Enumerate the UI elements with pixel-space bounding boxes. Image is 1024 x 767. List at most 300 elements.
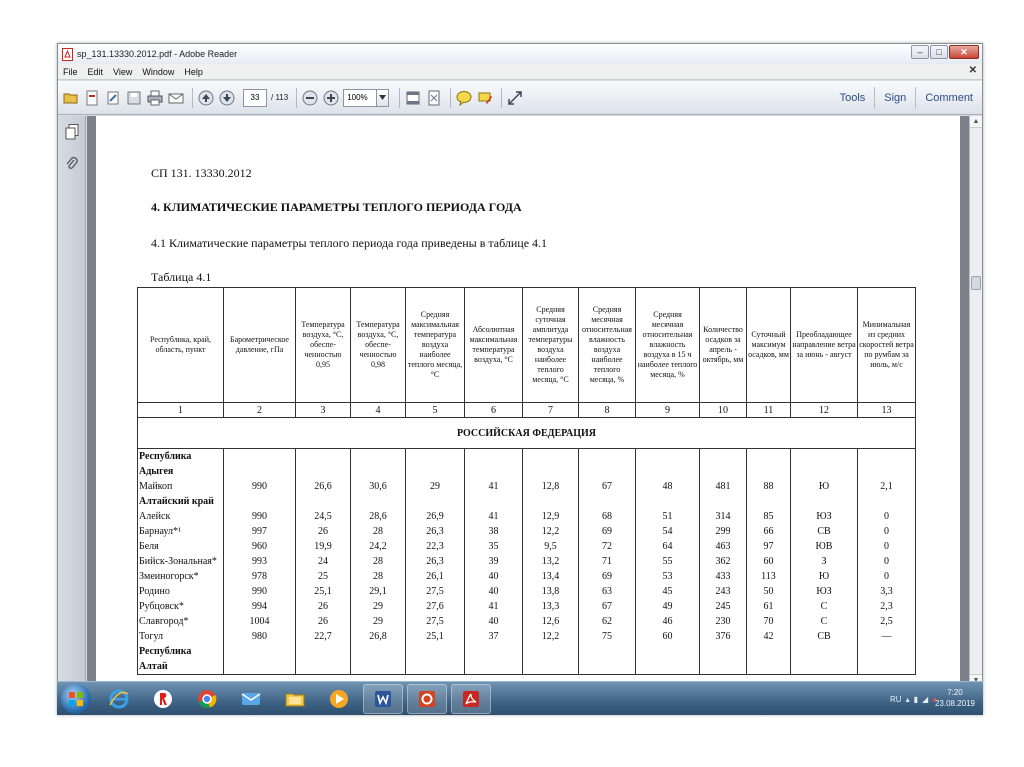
table-cell-value <box>225 659 294 674</box>
table-body-row <box>138 449 916 675</box>
page-number-input[interactable]: 33 <box>243 89 267 107</box>
table-cell-value <box>748 449 789 464</box>
station-name: Рубцовск* <box>139 601 184 612</box>
table-cell-value: 24 <box>318 556 328 567</box>
menu-window[interactable]: Window <box>142 66 175 77</box>
table-cell-value: ЮВ <box>815 541 833 552</box>
table-cell-value: 314 <box>715 511 731 522</box>
value-column <box>406 449 465 675</box>
zoom-in-icon[interactable] <box>322 89 340 107</box>
table-cell-value: 2,3 <box>880 601 893 612</box>
pdf-page <box>96 116 960 686</box>
table-cell-value: 12,6 <box>541 616 560 627</box>
table-cell-value: 12,9 <box>541 511 560 522</box>
table-cell-value <box>859 644 914 659</box>
table-cell-value: 13,2 <box>541 556 560 567</box>
station-name: Беля <box>139 541 159 552</box>
table-cell-value <box>407 494 463 509</box>
table-header-cell: Республика, край, область, пункт <box>138 288 224 403</box>
network-icon[interactable]: ▮ <box>913 694 918 704</box>
toolbar-separator <box>296 88 297 108</box>
station-name: Алейск <box>139 511 171 522</box>
close-button[interactable]: ✕ <box>949 45 979 59</box>
table-cell-value <box>297 449 349 464</box>
table-cell-value: 993 <box>252 556 267 567</box>
column-number: 11 <box>747 403 791 418</box>
column-number: 9 <box>636 403 700 418</box>
region-name: Алтайский край <box>139 496 214 507</box>
table-cell-value: 26,8 <box>369 631 387 642</box>
station-name: Змеиногорск* <box>139 571 199 582</box>
table-cell-value: 26,6 <box>314 481 332 492</box>
region-name: Республика <box>139 451 192 462</box>
language-indicator[interactable]: RU <box>890 694 902 704</box>
table-cell-value: 64 <box>662 541 673 552</box>
table-cell-value: 24,2 <box>369 541 387 552</box>
antivirus-icon[interactable]: ● <box>932 694 937 704</box>
zoom-out-icon[interactable] <box>301 89 319 107</box>
table-cell-value <box>637 449 698 464</box>
table-cell-value <box>352 449 404 464</box>
print-icon[interactable] <box>146 89 164 107</box>
toolbar-separator <box>192 88 193 108</box>
table-cell-value: 27,5 <box>426 616 444 627</box>
value-column <box>351 449 406 675</box>
table-cell-value <box>524 494 577 509</box>
table-cell-value <box>748 464 789 479</box>
table-cell-value <box>637 659 698 674</box>
table-cell-value: 35 <box>488 541 499 552</box>
column-number: 5 <box>406 403 465 418</box>
clock-date: 23.08.2019 <box>934 699 975 708</box>
menu-bar <box>58 64 982 80</box>
page-thumbnails-icon[interactable] <box>65 124 79 140</box>
value-column <box>747 449 791 675</box>
table-cell-value: 27,6 <box>426 601 444 612</box>
adobe-reader-window <box>57 43 983 715</box>
table-cell-value: 67 <box>602 481 612 492</box>
table-cell-value <box>580 644 634 659</box>
table-cell-value: 481 <box>715 481 731 492</box>
table-cell-value: 22,3 <box>426 541 444 552</box>
table-cell-value <box>352 464 404 479</box>
minimize-button[interactable]: – <box>911 45 929 59</box>
table-cell-value <box>524 644 577 659</box>
table-cell-value: 48 <box>662 481 673 492</box>
table-cell-value: 68 <box>602 511 612 522</box>
table-cell-value: 75 <box>602 631 612 642</box>
table-cell-value <box>637 464 698 479</box>
clock-time: 7:20 <box>947 688 963 697</box>
table-cell-value <box>407 659 463 674</box>
section-row <box>138 418 916 449</box>
table-cell-value <box>792 659 856 674</box>
table-cell-value <box>225 494 294 509</box>
scroll-thumb[interactable] <box>971 276 981 290</box>
comment-button[interactable]: Comment <box>915 87 982 109</box>
page-total: / 113 <box>271 93 289 102</box>
table-cell-value: 13,8 <box>541 586 560 597</box>
next-page-icon[interactable] <box>218 89 236 107</box>
highlight-icon[interactable] <box>476 89 494 107</box>
region-name: Адыгея <box>139 466 174 477</box>
title-bar[interactable] <box>58 44 982 64</box>
table-cell-value: 25,1 <box>314 586 332 597</box>
column-number: 10 <box>700 403 747 418</box>
table-header-cell: Средняя суточная амплитуда температуры воздуха наиболее теплого месяца, °С <box>523 288 579 403</box>
file-explorer-icon[interactable] <box>275 684 315 714</box>
table-cell-value: 13,3 <box>541 601 560 612</box>
edit-icon[interactable] <box>104 89 122 107</box>
table-cell-value: ЮЗ <box>816 586 832 597</box>
table-cell-value: 26,3 <box>426 556 444 567</box>
table-cell-value: 26 <box>318 601 328 612</box>
table-cell-value: 29 <box>373 601 383 612</box>
column-number: 2 <box>224 403 296 418</box>
toolbar <box>58 81 982 115</box>
table-cell-value <box>225 644 294 659</box>
table-cell-value: 41 <box>488 511 499 522</box>
table-cell-value: 60 <box>763 556 774 567</box>
table-cell-value: 24,5 <box>314 511 332 522</box>
table-cell-value <box>225 464 294 479</box>
table-cell-value: 40 <box>488 586 499 597</box>
toolbar-separator <box>450 88 451 108</box>
sticky-note-icon[interactable] <box>455 89 473 107</box>
value-column <box>465 449 523 675</box>
table-cell-value <box>580 449 634 464</box>
table-cell-value <box>792 449 856 464</box>
value-column <box>224 449 296 675</box>
table-cell-value <box>859 464 914 479</box>
table-cell-value <box>524 449 577 464</box>
column-number: 6 <box>465 403 523 418</box>
menu-help[interactable]: Help <box>184 66 203 77</box>
table-cell-value: 994 <box>252 601 267 612</box>
table-cell-value: 66 <box>763 526 774 537</box>
table-cell-value <box>352 659 404 674</box>
media-player-icon[interactable] <box>319 684 359 714</box>
table-cell-value <box>859 494 914 509</box>
table-cell-value: 12,2 <box>541 526 560 537</box>
table-cell-value <box>297 644 349 659</box>
column-number: 1 <box>138 403 224 418</box>
table-cell-value: 299 <box>715 526 731 537</box>
section-heading: 4. КЛИМАТИЧЕСКИЕ ПАРАМЕТРЫ ТЕПЛОГО ПЕРИОДА ГОДА <box>151 200 522 214</box>
table-cell-value: ЮЗ <box>816 511 832 522</box>
previous-page-icon[interactable] <box>197 89 215 107</box>
table-cell-value: 53 <box>662 571 673 582</box>
email-icon[interactable] <box>167 89 185 107</box>
table-cell-value: 990 <box>252 586 267 597</box>
climate-table <box>137 287 916 675</box>
fit-width-icon[interactable] <box>404 89 422 107</box>
table-cell-value: 41 <box>488 601 499 612</box>
fit-page-icon[interactable] <box>425 89 443 107</box>
yandex-browser-icon[interactable] <box>143 684 183 714</box>
table-caption: Таблица 4.1 <box>151 270 212 284</box>
table-cell-value: 61 <box>763 601 774 612</box>
table-cell-value <box>297 494 349 509</box>
table-cell-value: 990 <box>252 511 267 522</box>
table-header-row <box>138 288 916 403</box>
volume-icon[interactable]: ◢ <box>922 694 929 704</box>
table-cell-value <box>701 449 745 464</box>
document-code: СП 131. 13330.2012 <box>151 166 252 180</box>
table-cell-value <box>792 464 856 479</box>
table-cell-value: 25 <box>318 571 328 582</box>
table-cell-value <box>524 464 577 479</box>
table-cell-value: 990 <box>252 481 267 492</box>
table-cell-value: 997 <box>252 526 267 537</box>
value-column <box>791 449 858 675</box>
tray-arrow-icon[interactable]: ▴ <box>905 694 910 704</box>
table-cell-value <box>466 644 521 659</box>
table-cell-value: 2,1 <box>880 481 893 492</box>
table-cell-value: 41 <box>488 481 499 492</box>
column-number: 8 <box>579 403 636 418</box>
table-cell-value <box>637 644 698 659</box>
table-cell-value: 0 <box>884 571 889 582</box>
window-title: sp_131.13330.2012.pdf - Adobe Reader <box>77 49 238 59</box>
table-cell-value: 13,4 <box>541 571 560 582</box>
table-cell-value: 26 <box>318 616 328 627</box>
word-icon[interactable] <box>363 684 403 714</box>
section-title: РОССИЙСКАЯ ФЕДЕРАЦИЯ <box>138 418 916 449</box>
table-cell-value: СВ <box>817 526 831 537</box>
table-cell-value <box>748 659 789 674</box>
table-cell-value: 230 <box>715 616 731 627</box>
create-pdf-icon[interactable] <box>83 89 101 107</box>
table-cell-value: 51 <box>662 511 673 522</box>
table-cell-value: — <box>881 631 892 642</box>
table-cell-value: 29 <box>430 481 440 492</box>
table-cell-value: 30,6 <box>369 481 387 492</box>
table-cell-value: 980 <box>252 631 267 642</box>
table-header-cell: Средняя месячная относительная влажность воздуха в 15 ч наиболее теплого месяца, % <box>636 288 700 403</box>
table-cell-value: 28 <box>373 571 383 582</box>
station-name: Тогул <box>139 631 164 642</box>
table-cell-value <box>792 494 856 509</box>
table-cell-value: 54 <box>662 526 673 537</box>
zoom-dropdown-icon[interactable] <box>377 89 389 107</box>
table-cell-value <box>225 449 294 464</box>
table-cell-value <box>466 659 521 674</box>
table-cell-value: 22,7 <box>314 631 332 642</box>
open-file-icon[interactable] <box>62 89 80 107</box>
table-cell-value <box>701 659 745 674</box>
table-cell-value <box>580 659 634 674</box>
windows-logo-icon <box>68 691 84 707</box>
table-cell-value: 60 <box>662 631 673 642</box>
internet-explorer-icon[interactable] <box>99 684 139 714</box>
table-cell-value <box>792 644 856 659</box>
table-cell-value <box>580 494 634 509</box>
column-number: 4 <box>351 403 406 418</box>
table-cell-value: 62 <box>602 616 612 627</box>
table-cell-value: 55 <box>662 556 673 567</box>
table-cell-value: 243 <box>715 586 731 597</box>
table-cell-value <box>637 494 698 509</box>
table-header-cell: Преобладающее направление ветра за июнь - август <box>791 288 858 403</box>
table-cell-value: 49 <box>662 601 673 612</box>
region-name: Республика <box>139 646 192 657</box>
table-cell-value: 40 <box>488 571 499 582</box>
table-cell-value: 26,1 <box>426 571 444 582</box>
table-cell-value <box>859 659 914 674</box>
table-cell-value <box>407 449 463 464</box>
table-cell-value: 88 <box>763 481 774 492</box>
table-cell-value <box>297 464 349 479</box>
table-header-cell: Суточный максимум осадков, мм <box>747 288 791 403</box>
mail-icon[interactable] <box>231 684 271 714</box>
table-cell-value: 26,3 <box>426 526 444 537</box>
table-cell-value <box>701 464 745 479</box>
table-cell-value: 37 <box>488 631 499 642</box>
station-name: Славгород* <box>139 616 189 627</box>
station-name: Барнаул*¹ <box>139 526 182 537</box>
section-paragraph: 4.1 Климатические параметры теплого периода года приведены в таблице 4.1 <box>151 236 548 250</box>
table-cell-value: 26,9 <box>426 511 444 522</box>
adobe-reader-taskbar-icon[interactable] <box>451 684 491 714</box>
table-cell-value: 67 <box>602 601 612 612</box>
powerpoint-icon[interactable] <box>407 684 447 714</box>
table-cell-value: 70 <box>763 616 774 627</box>
table-cell-value: Ю <box>818 481 830 492</box>
table-cell-value <box>466 464 521 479</box>
table-cell-value <box>466 449 521 464</box>
table-cell-value: 29,1 <box>369 586 387 597</box>
table-cell-value: 28 <box>373 556 383 567</box>
table-header-cell: Температура воздуха, °С, обеспе-ченностью 0,98 <box>351 288 406 403</box>
table-header-cell: Барометрическое давление, гПа <box>224 288 296 403</box>
toolbar-separator <box>399 88 400 108</box>
table-cell-value: 26 <box>318 526 328 537</box>
sign-button[interactable]: Sign <box>874 87 915 109</box>
table-cell-value: 97 <box>763 541 774 552</box>
table-cell-value: 69 <box>602 526 612 537</box>
pdf-file-icon <box>62 48 73 61</box>
region-name: Алтай <box>139 661 168 672</box>
table-cell-value <box>524 659 577 674</box>
table-cell-value: 45 <box>662 586 673 597</box>
column-number-row <box>138 403 916 418</box>
close-document-icon[interactable]: ✕ <box>968 65 977 76</box>
windows-taskbar <box>57 681 983 715</box>
table-header-cell: Средняя максимальная температура воздуха наиболее теплого месяца, °С <box>406 288 465 403</box>
table-cell-value <box>352 644 404 659</box>
table-cell-value: 0 <box>884 511 889 522</box>
table-cell-value: 27,5 <box>426 586 444 597</box>
table-cell-value: 42 <box>763 631 774 642</box>
table-cell-value: 69 <box>602 571 612 582</box>
column-number: 13 <box>858 403 916 418</box>
table-cell-value <box>466 494 521 509</box>
table-cell-value <box>701 494 745 509</box>
table-cell-value: 0 <box>884 526 889 537</box>
value-column <box>636 449 700 675</box>
table-cell-value: 1004 <box>249 616 270 627</box>
expand-icon[interactable] <box>506 89 524 107</box>
menu-view[interactable]: View <box>113 66 133 77</box>
table-cell-value <box>580 464 634 479</box>
table-cell-value: 63 <box>602 586 612 597</box>
zoom-level-input[interactable]: 100% <box>343 89 377 107</box>
table-header-cell: Температура воздуха, °С, обеспе-ченностью 0,95 <box>296 288 351 403</box>
document-view[interactable] <box>87 116 970 686</box>
table-cell-value: С <box>820 616 828 627</box>
taskbar-clock[interactable] <box>935 687 975 709</box>
value-column <box>700 449 747 675</box>
chrome-icon[interactable] <box>187 684 227 714</box>
table-cell-value: 12,8 <box>541 481 560 492</box>
table-cell-value: 71 <box>602 556 612 567</box>
table-header-cell: Количество осадков за апрель - октябрь, мм <box>700 288 747 403</box>
table-cell-value: 72 <box>602 541 612 552</box>
table-cell-value <box>407 464 463 479</box>
station-name: Майкоп <box>139 481 173 492</box>
table-cell-value: 28,6 <box>369 511 387 522</box>
table-cell-value <box>748 494 789 509</box>
table-cell-value <box>352 494 404 509</box>
table-cell-value: 0 <box>884 556 889 567</box>
table-cell-value: 40 <box>488 616 499 627</box>
attachments-icon[interactable] <box>65 156 79 172</box>
save-icon[interactable] <box>125 89 143 107</box>
table-cell-value: СВ <box>817 631 831 642</box>
table-cell-value: 9,5 <box>544 541 557 552</box>
scroll-up-icon[interactable]: ▲ <box>970 116 982 128</box>
table-cell-value: 978 <box>252 571 267 582</box>
station-name: Родино <box>139 586 170 597</box>
tools-button[interactable]: Tools <box>839 92 866 104</box>
value-column <box>296 449 351 675</box>
station-name-column <box>138 449 224 675</box>
vertical-scrollbar[interactable] <box>969 116 982 686</box>
table-cell-value: Ю <box>818 571 830 582</box>
table-cell-value: 12,2 <box>541 631 560 642</box>
table-cell-value: 113 <box>761 571 776 582</box>
table-cell-value <box>407 644 463 659</box>
table-header-cell: Средняя месячная относительная влажность воздуха наиболее теплого месяца, % <box>579 288 636 403</box>
start-button[interactable] <box>61 684 91 714</box>
value-column <box>523 449 579 675</box>
column-number: 7 <box>523 403 579 418</box>
system-tray <box>890 682 937 716</box>
table-cell-value: 50 <box>763 586 774 597</box>
menu-edit[interactable]: Edit <box>87 66 104 77</box>
table-cell-value: 46 <box>662 616 673 627</box>
table-cell-value: 960 <box>252 541 267 552</box>
table-header-cell: Абсолютная максимальная температура воздуха, °С <box>465 288 523 403</box>
station-name: Бийск-Зональная* <box>139 556 217 567</box>
column-number: 12 <box>791 403 858 418</box>
table-cell-value <box>297 659 349 674</box>
table-cell-value: 362 <box>715 556 731 567</box>
table-cell-value: 245 <box>715 601 731 612</box>
value-column <box>579 449 636 675</box>
table-cell-value: 85 <box>763 511 774 522</box>
menu-file[interactable]: File <box>63 66 78 77</box>
table-cell-value: 19,9 <box>314 541 332 552</box>
table-cell-value: С <box>820 601 828 612</box>
table-cell-value: 2,5 <box>880 616 893 627</box>
table-cell-value: 29 <box>373 616 383 627</box>
table-cell-value: 25,1 <box>426 631 444 642</box>
maximize-button[interactable]: □ <box>930 45 948 59</box>
table-cell-value: З <box>821 556 827 567</box>
table-cell-value <box>859 449 914 464</box>
